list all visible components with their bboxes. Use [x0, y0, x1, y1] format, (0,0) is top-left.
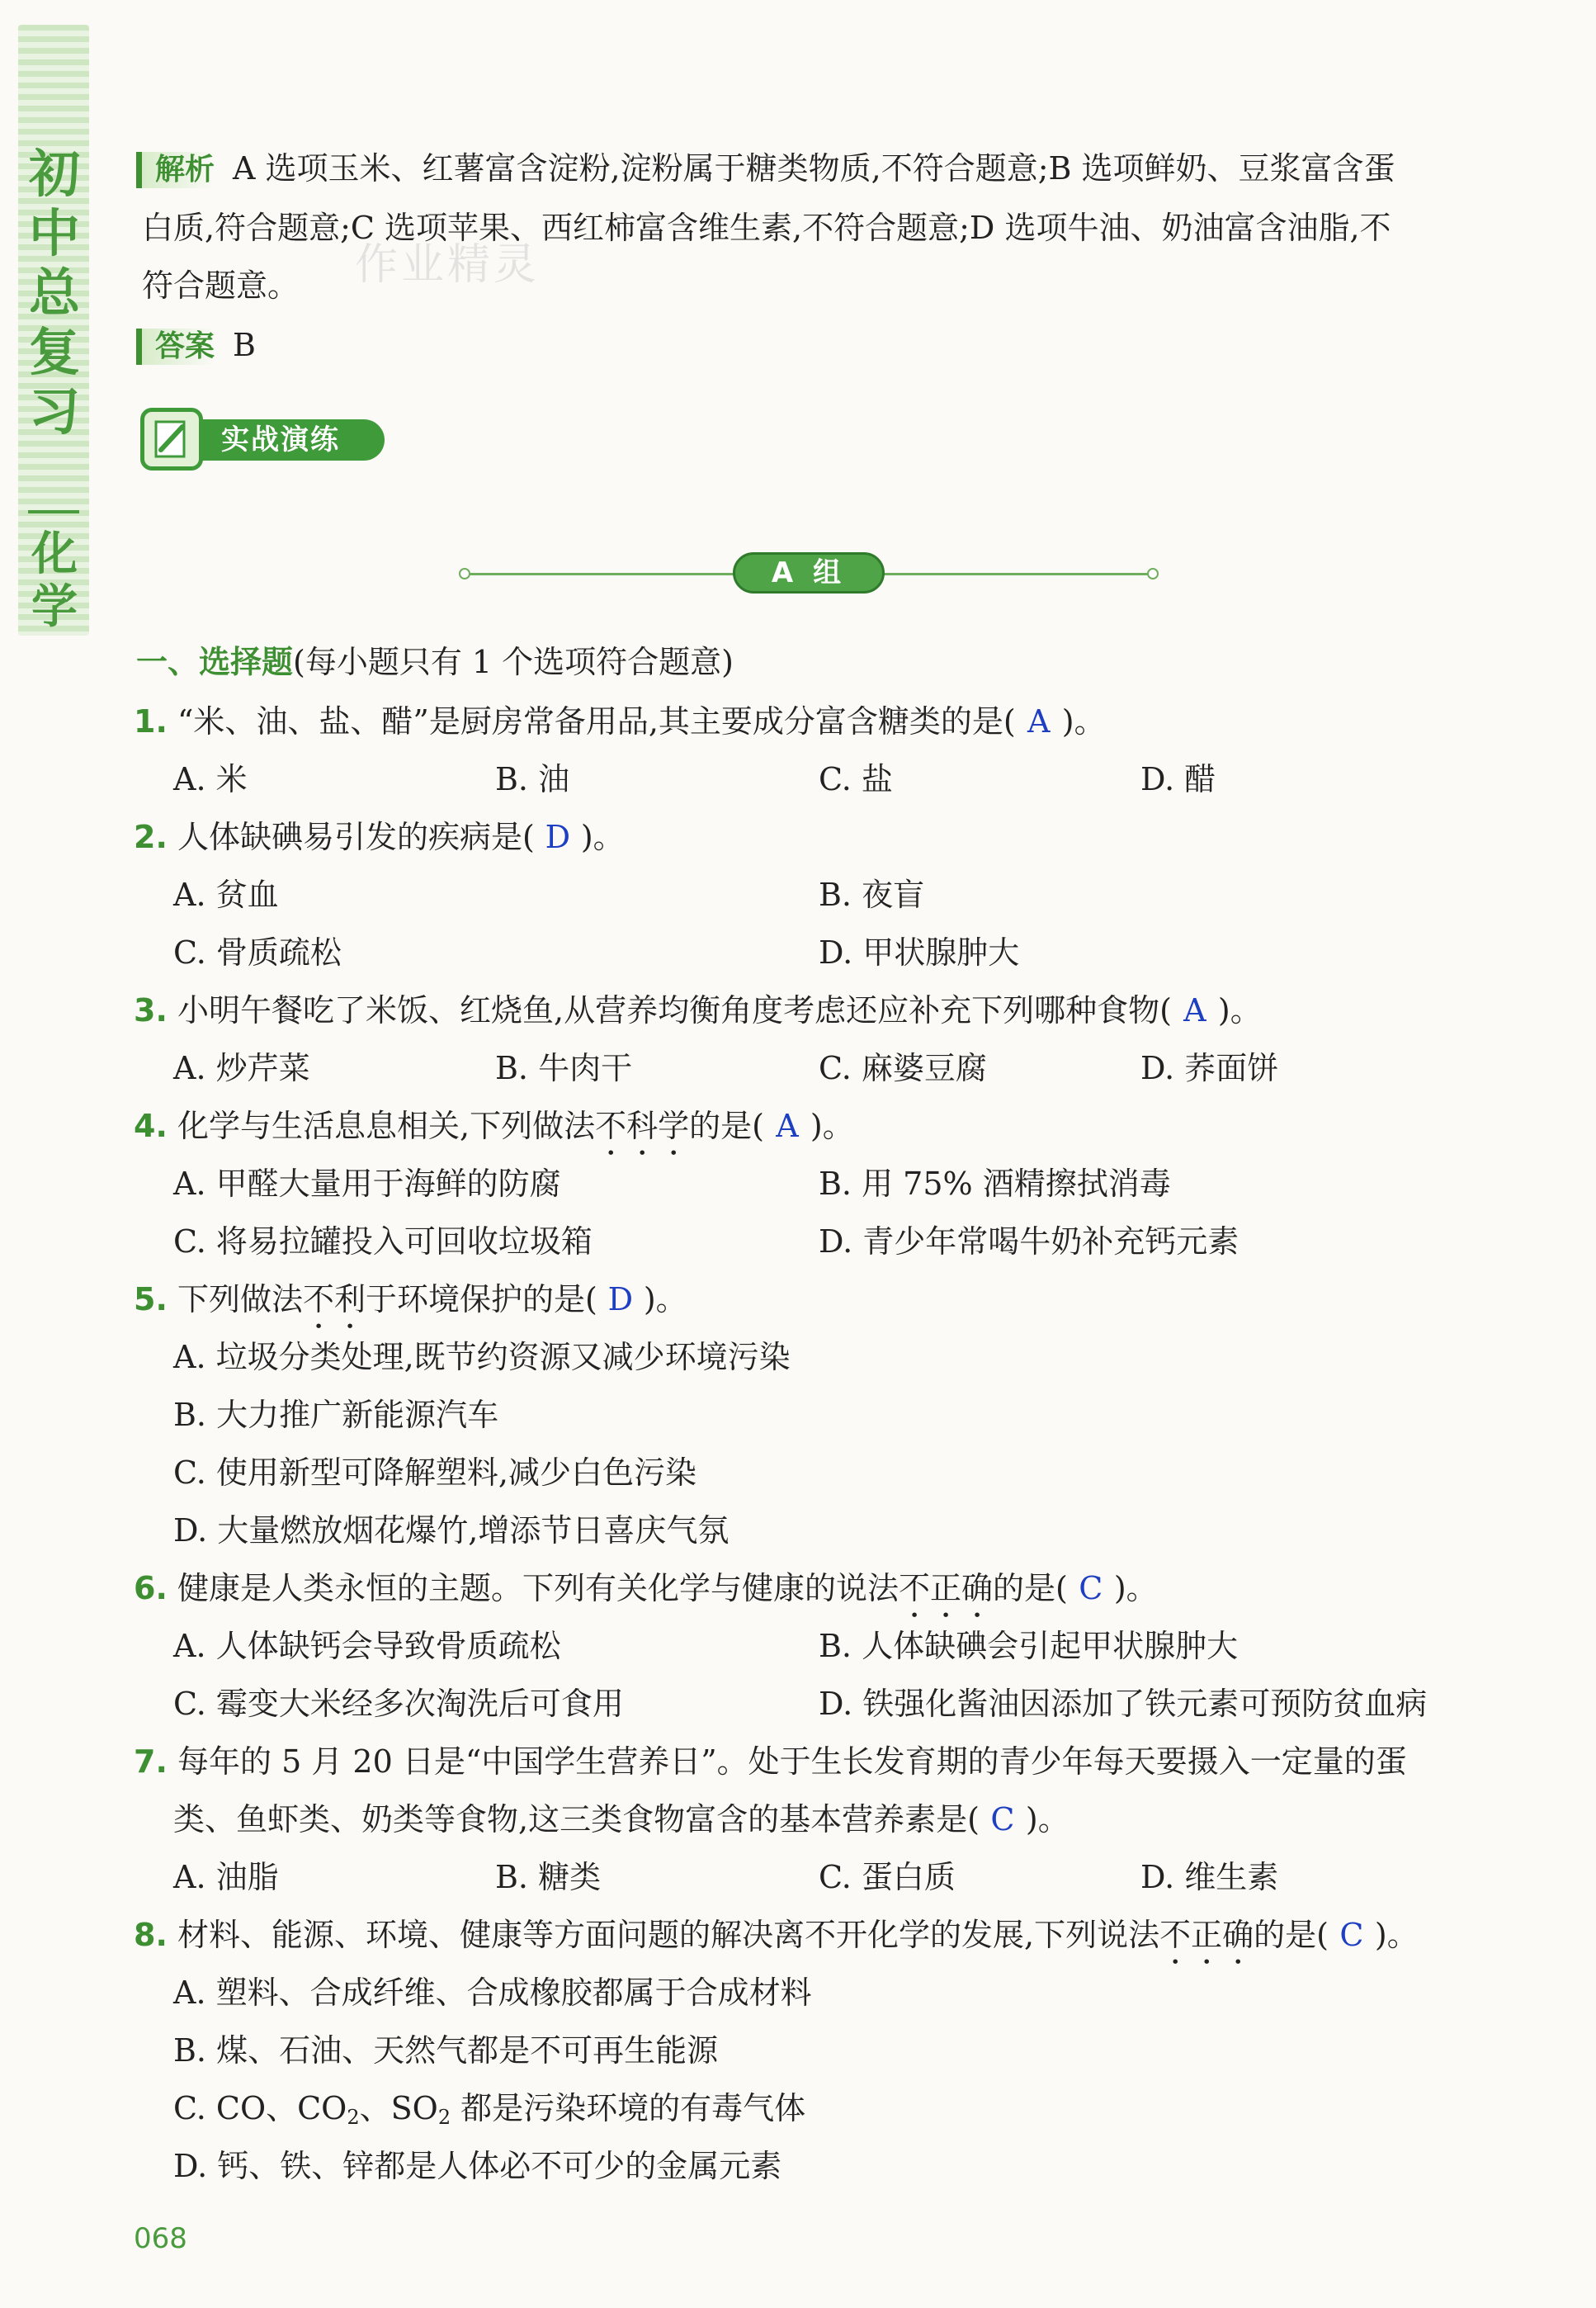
sidebar-char: 总: [28, 262, 80, 323]
question-text: 类、鱼虾类、奶类等食物,这三类食物富含的基本营养素是(: [173, 1801, 980, 1837]
sidebar-subject: [25, 528, 84, 634]
question-8: [134, 1915, 1419, 1971]
option-b: B. 人体缺碘会引起甲状腺肿大: [819, 1628, 1239, 1664]
question-text: 每年的 5 月 20 日是“中国学生营养日”。处于生长发育期的青少年每天要摄入一定量的蛋: [177, 1743, 1407, 1780]
sidebar-char: 中: [28, 203, 80, 263]
option-a: A. 油脂: [173, 1859, 279, 1895]
question-text: )。: [1061, 703, 1106, 740]
sidebar-char: 习: [28, 381, 80, 442]
question-text: )。: [1025, 1801, 1070, 1837]
question-text: )。: [1217, 992, 1262, 1029]
sidebar-title: [25, 144, 84, 442]
question-1: [134, 702, 1106, 741]
question-text: 人体缺碘易引发的疾病是(: [177, 819, 535, 855]
analysis-line: 符合题意。: [142, 267, 300, 304]
rule-dot: [459, 568, 470, 579]
analysis-line: 白质,符合题意;C 选项苹果、西红柿富含维生素,不符合题意;D 选项牛油、奶油富含油脂,不: [142, 210, 1391, 246]
option-d: D. 铁强化酱油因添加了铁元素可预防贫血病: [819, 1686, 1428, 1722]
question-text: 的是(: [993, 1570, 1068, 1606]
section-note: (每小题只有 1 个选项符合题意): [293, 644, 734, 680]
answer-mark: D: [607, 1281, 634, 1317]
option-a: A. 塑料、合成纤维、合成橡胶都属于合成材料: [173, 1975, 812, 2011]
question-text: 化学与生活息息相关,下列做法: [177, 1108, 596, 1144]
option-c: C. 使用新型可降解塑料,减少白色污染: [173, 1454, 696, 1491]
option-d: D. 大量燃放烟花爆竹,增添节日喜庆气氛: [173, 1512, 730, 1549]
option-b: B. 糖类: [495, 1859, 602, 1895]
option-c: C. 蛋白质: [819, 1859, 956, 1895]
question-5: [134, 1279, 687, 1336]
pencil-icon: [140, 408, 203, 471]
question-7: [134, 1742, 1407, 1781]
option-a: A. 米: [173, 761, 248, 797]
answer-mark: C: [990, 1801, 1015, 1837]
sidebar-char: 初: [28, 144, 80, 204]
option-b: B. 牛肉干: [495, 1050, 633, 1086]
emphasis-text: 不正确: [899, 1570, 994, 1606]
option-c: C. 麻婆豆腐: [819, 1050, 987, 1086]
question-text: 下列做法: [177, 1281, 303, 1317]
option-a: A. 贫血: [173, 877, 279, 913]
option-b: B. 大力推广新能源汽车: [173, 1397, 499, 1433]
option-b: B. 煤、石油、天然气都是不可再生能源: [173, 2032, 719, 2069]
practice-label: 实战演练: [221, 423, 340, 456]
option-c: C. 霉变大米经多次淘洗后可食用: [173, 1686, 624, 1722]
answer-line: [136, 325, 256, 365]
question-number: 5.: [134, 1281, 168, 1317]
rule-dot: [1147, 568, 1159, 579]
answer-mark: A: [776, 1108, 799, 1144]
question-text: “米、油、盐、醋”是厨房常备用品,其主要成分富含糖类的是(: [177, 703, 1016, 740]
analysis-line: [136, 149, 1395, 188]
question-text: )。: [1374, 1917, 1419, 1953]
question-text: 小明午餐吃了米饭、红烧鱼,从营养均衡角度考虑还应补充下列哪种食物(: [177, 992, 1172, 1029]
option-d: D. 钙、铁、锌都是人体必不可少的金属元素: [173, 2148, 782, 2184]
answer-mark: C: [1079, 1570, 1103, 1606]
group-label: A 组: [733, 552, 885, 594]
answer-mark: C: [1339, 1917, 1364, 1953]
question-text: 材料、能源、环境、健康等方面问题的解决离不开化学的发展,下列说法: [177, 1917, 1160, 1953]
sidebar-divider: [28, 510, 79, 513]
question-4: [134, 1106, 854, 1162]
analysis-text: A 选项玉米、红薯富含淀粉,淀粉属于糖类物质,不符合题意;B 选项鲜奶、豆浆富含蛋: [233, 150, 1395, 187]
option-a: A. 甲醛大量用于海鲜的防腐: [173, 1166, 561, 1202]
subscript: 2: [347, 2106, 360, 2129]
option-c: C. 将易拉罐投入可回收垃圾箱: [173, 1223, 593, 1260]
question-7-cont: [173, 1800, 1070, 1839]
sidebar-char: 学: [31, 580, 78, 634]
answer-mark: A: [1183, 992, 1206, 1029]
question-text: 的是(: [689, 1108, 764, 1144]
question-3: [134, 991, 1262, 1030]
question-text: 的是(: [1254, 1917, 1329, 1953]
analysis-tag: 解析: [136, 152, 215, 188]
question-text: )。: [643, 1281, 687, 1317]
question-6: [134, 1568, 1158, 1625]
answer-mark: A: [1027, 703, 1051, 740]
question-number: 2.: [134, 819, 168, 855]
option-a: A. 人体缺钙会导致骨质疏松: [173, 1628, 561, 1664]
question-number: 1.: [134, 703, 168, 740]
page-number: 068: [134, 2222, 187, 2255]
question-text: )。: [1113, 1570, 1158, 1606]
answer-tag: 答案: [136, 329, 215, 365]
option-d: D. 甲状腺肿大: [819, 934, 1020, 971]
option-a: A. 炒芹菜: [173, 1050, 310, 1086]
option-b: B. 用 75% 酒精擦拭消毒: [819, 1166, 1171, 1202]
question-text: 健康是人类永恒的主题。下列有关化学与健康的说法: [177, 1570, 899, 1606]
emphasis-text: 不科学: [595, 1108, 690, 1144]
sidebar-char: 复: [28, 322, 80, 382]
question-text: 于环境保护的是(: [366, 1281, 597, 1317]
option-b: B. 夜盲: [819, 877, 925, 913]
answer-mark: D: [545, 819, 571, 855]
question-number: 4.: [134, 1108, 168, 1144]
option-a: A. 垃圾分类处理,既节约资源又减少环境污染: [173, 1339, 791, 1375]
emphasis-text: 不利: [303, 1281, 366, 1317]
option-b: B. 油: [495, 761, 570, 797]
option-d: D. 青少年常喝牛奶补充钙元素: [819, 1223, 1239, 1260]
option-c: [173, 2088, 805, 2137]
question-text: )。: [580, 819, 625, 855]
option-d: D. 醋: [1140, 761, 1216, 797]
option-d: D. 维生素: [1140, 1859, 1279, 1895]
question-number: 6.: [134, 1570, 168, 1606]
section-heading: [136, 642, 734, 682]
sidebar-char: 化: [31, 527, 78, 581]
answer-value: B: [233, 327, 256, 363]
question-number: 7.: [134, 1743, 168, 1780]
question-text: )。: [810, 1108, 854, 1144]
watermark: 作业精灵: [355, 240, 541, 290]
option-d: D. 荞面饼: [1140, 1050, 1279, 1086]
practice-badge: [140, 408, 388, 471]
question-number: 3.: [134, 992, 168, 1029]
question-2: [134, 817, 625, 857]
option-c: C. 骨质疏松: [173, 934, 342, 971]
option-c: C. 盐: [819, 761, 893, 797]
question-number: 8.: [134, 1917, 168, 1953]
option-text: 、SO: [359, 2090, 438, 2126]
option-text: C. CO、CO: [173, 2090, 347, 2126]
emphasis-text: 不正确: [1159, 1917, 1254, 1953]
section-title: 一、选择题: [136, 644, 294, 680]
option-text: 都是污染环境的有毒气体: [451, 2090, 806, 2126]
subscript: 2: [437, 2106, 451, 2129]
